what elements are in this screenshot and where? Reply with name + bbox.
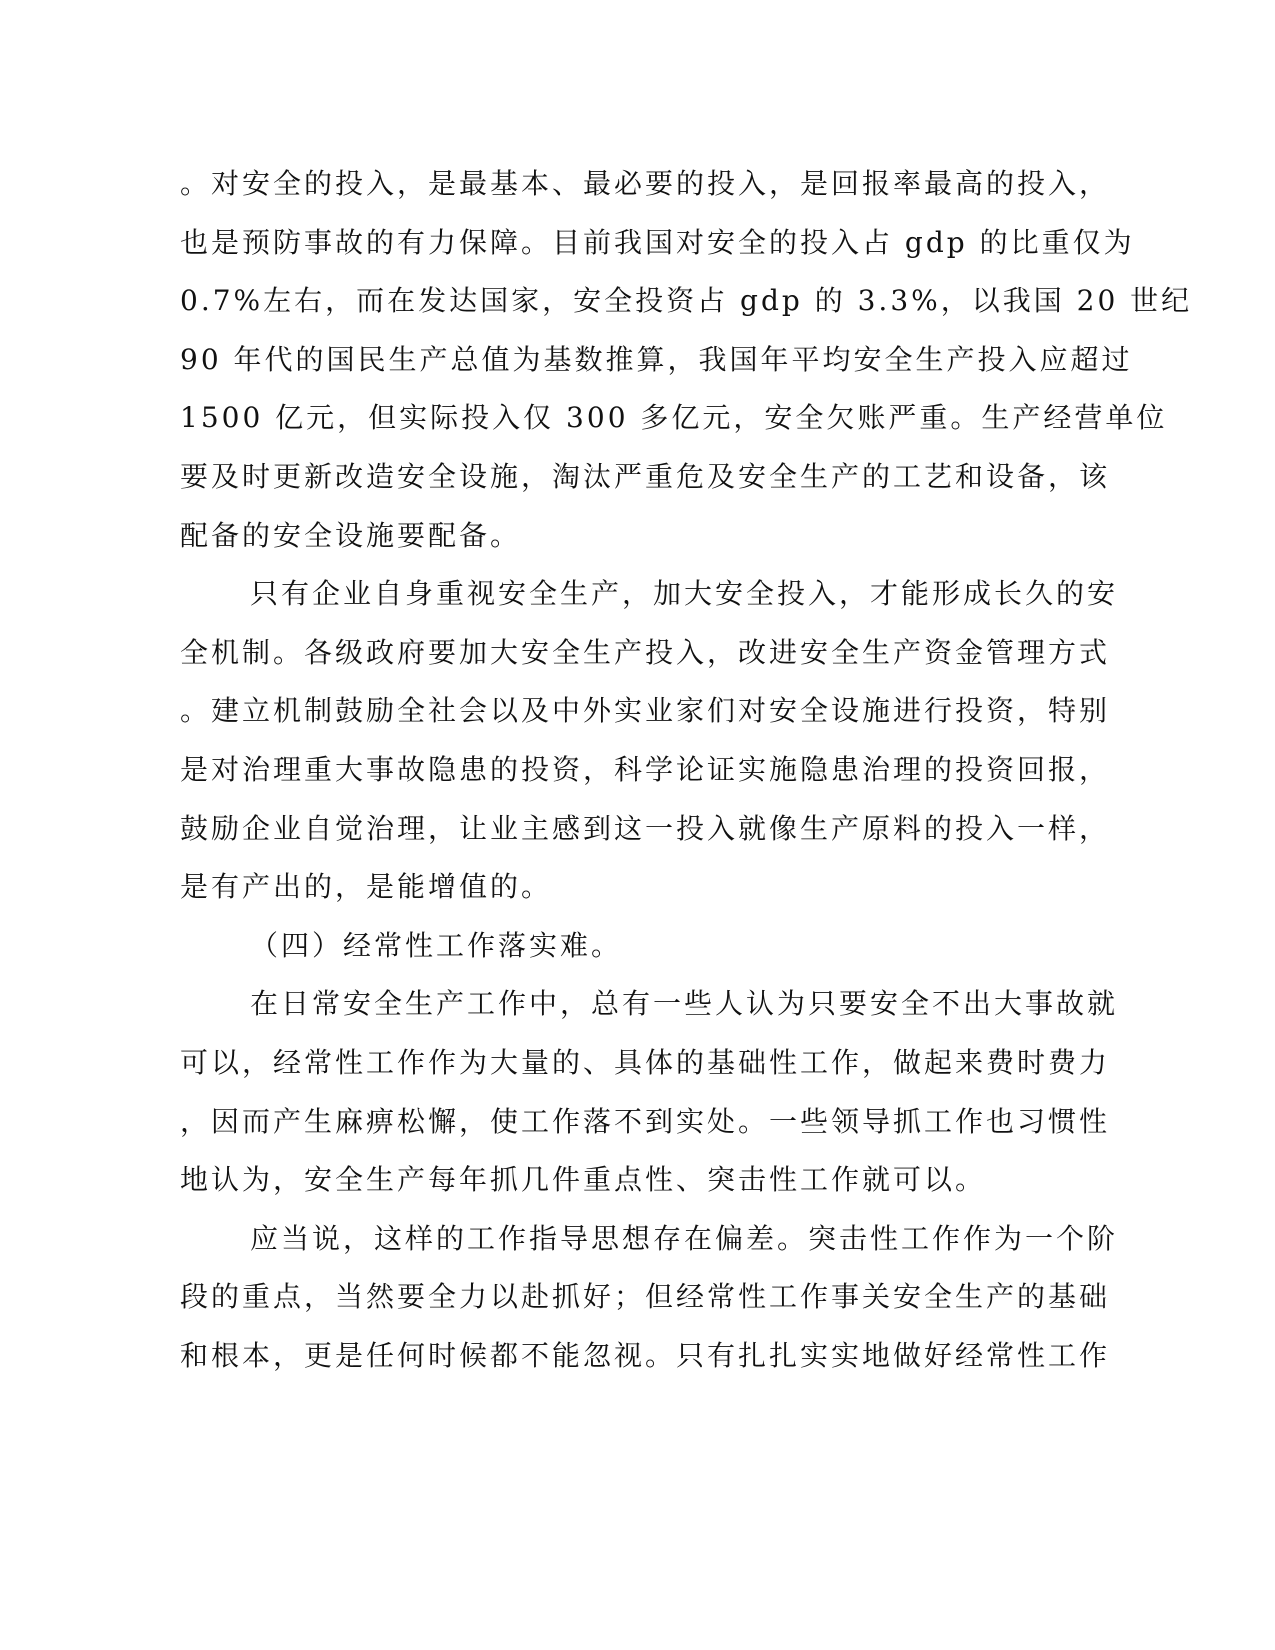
document-body — [180, 160, 1193, 1390]
text-line: 90 年代的国民生产总值为基数推算，我国年平均安全生产投入应超过 — [180, 342, 1133, 376]
text-line: 配备的安全设施要配备。 — [180, 518, 522, 552]
text-line: 。对安全的投入，是最基本、最必要的投入，是回报率最高的投入， — [180, 167, 1111, 200]
text-line: 全机制。各级政府要加大安全生产投入，改进安全生产资金管理方式 — [180, 635, 1111, 669]
paragraph-first-line: 在日常安全生产工作中，总有一些人认为只要安全不出大事故就 — [250, 987, 1119, 1021]
text-line: 0.7%左右，而在发达国家，安全投资占 gdp 的 3.3%，以我国 20 世纪 — [180, 284, 1193, 318]
text-line: 是有产出的，是能增值的。 — [180, 870, 553, 904]
text-line: 要及时更新改造安全设施，淘汰严重危及安全生产的工艺和设备，该 — [180, 459, 1111, 493]
text-line: 可以，经常性工作作为大量的、具体的基础性工作，做起来费时费力 — [180, 1045, 1111, 1079]
text-line: ，因而产生麻痹松懈，使工作落不到实处。一些领导抓工作也习惯性 — [180, 1104, 1111, 1138]
text-line: 地认为，安全生产每年抓几件重点性、突击性工作就可以。 — [180, 1163, 987, 1197]
text-line: 也是预防事故的有力保障。目前我国对安全的投入占 gdp 的比重仅为 — [180, 225, 1135, 259]
paragraph-first-line: 应当说，这样的工作指导思想存在偏差。突击性工作作为一个阶 — [250, 1221, 1119, 1255]
text-line: 。建立机制鼓励全社会以及中外实业家们对安全设施进行投资，特别 — [180, 694, 1111, 728]
paragraph-first-line: 只有企业自身重视安全生产，加大安全投入，才能形成长久的安 — [250, 577, 1119, 611]
text-line: 和根本，更是任何时候都不能忽视。只有扎扎实实地做好经常性工作 — [180, 1338, 1111, 1372]
section-heading: （四）经常性工作落实难。 — [250, 928, 623, 962]
text-line: 1500 亿元，但实际投入仅 300 多亿元，安全欠账严重。生产经营单位 — [180, 401, 1168, 435]
text-line: 是对治理重大事故隐患的投资，科学论证实施隐患治理的投资回报， — [180, 752, 1111, 786]
text-line: 段的重点，当然要全力以赴抓好；但经常性工作事关安全生产的基础 — [180, 1280, 1111, 1314]
text-line: 鼓励企业自觉治理，让业主感到这一投入就像生产原料的投入一样， — [180, 811, 1111, 845]
